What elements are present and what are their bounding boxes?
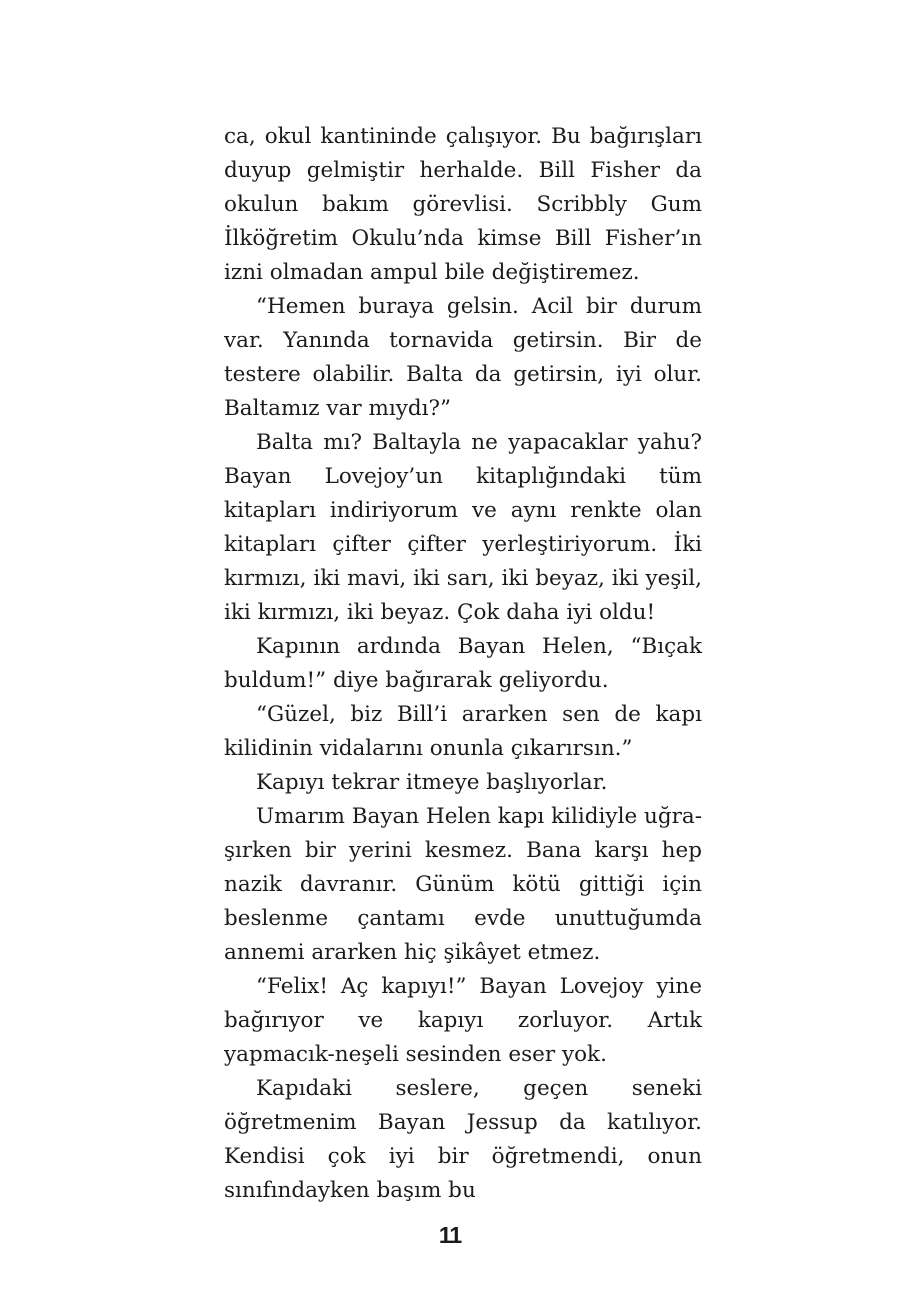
- paragraph-3: Balta mı? Baltayla ne yapacaklar yahu? Bayan Lovejoy’un kitaplığındaki tüm kitapları indiriyorum ve aynı renkte olan kitapları çifter çifter yerleştiriyorum. İki kırmızı, iki mavi, iki sarı, iki beyaz, iki yeşil, iki kırmızı, iki beyaz. Çok daha iyi oldu!: [224, 430, 702, 625]
- page-number: 11: [438, 1222, 462, 1248]
- paragraph-6: Kapıyı tekrar itmeye başlıyorlar.: [256, 770, 608, 795]
- paragraph-8: “Felix! Aç kapıyı!” Bayan Lovejoy yine bağırıyor ve kapıyı zorluyor. Artık yapmacık-neşeli sesinden eser yok.: [224, 974, 702, 1067]
- paragraph-1: ca, okul kantininde çalışıyor. Bu bağırışları duyup gelmiştir herhalde. Bill Fisher da okulun bakım görevlisi. Scribbly Gum İlköğretim Okulu’nda kimse Bill Fisher’ın izni olmadan ampul bile değiştiremez.: [224, 124, 702, 285]
- paragraph-7: Umarım Bayan Helen kapı kilidiyle uğraşırken bir yerini kesmez. Bana karşı hep nazik davranır. Günüm kötü gittiği için beslenme çantamı evde unuttuğumda annemi ararken hiç şikâyet etmez.: [224, 804, 702, 965]
- paragraph-4: Kapının ardında Bayan Helen, “Bıçak buldum!” diye bağırarak geliyordu.: [224, 634, 702, 693]
- body-text: [224, 120, 702, 1208]
- paragraph-2: “Hemen buraya gelsin. Acil bir durum var. Yanında tornavida getirsin. Bir de testere olabilir. Balta da getirsin, iyi olur. Baltamız var mıydı?”: [224, 294, 702, 421]
- paragraph-5: “Güzel, biz Bill’i ararken sen de kapı kilidinin vidalarını onunla çıkarırsın.”: [224, 702, 702, 761]
- paragraph-9: Kapıdaki seslere, geçen seneki öğretmenim Bayan Jessup da katılıyor. Kendisi çok iyi bir öğretmendi, onun sınıfındayken başım bu: [224, 1076, 702, 1203]
